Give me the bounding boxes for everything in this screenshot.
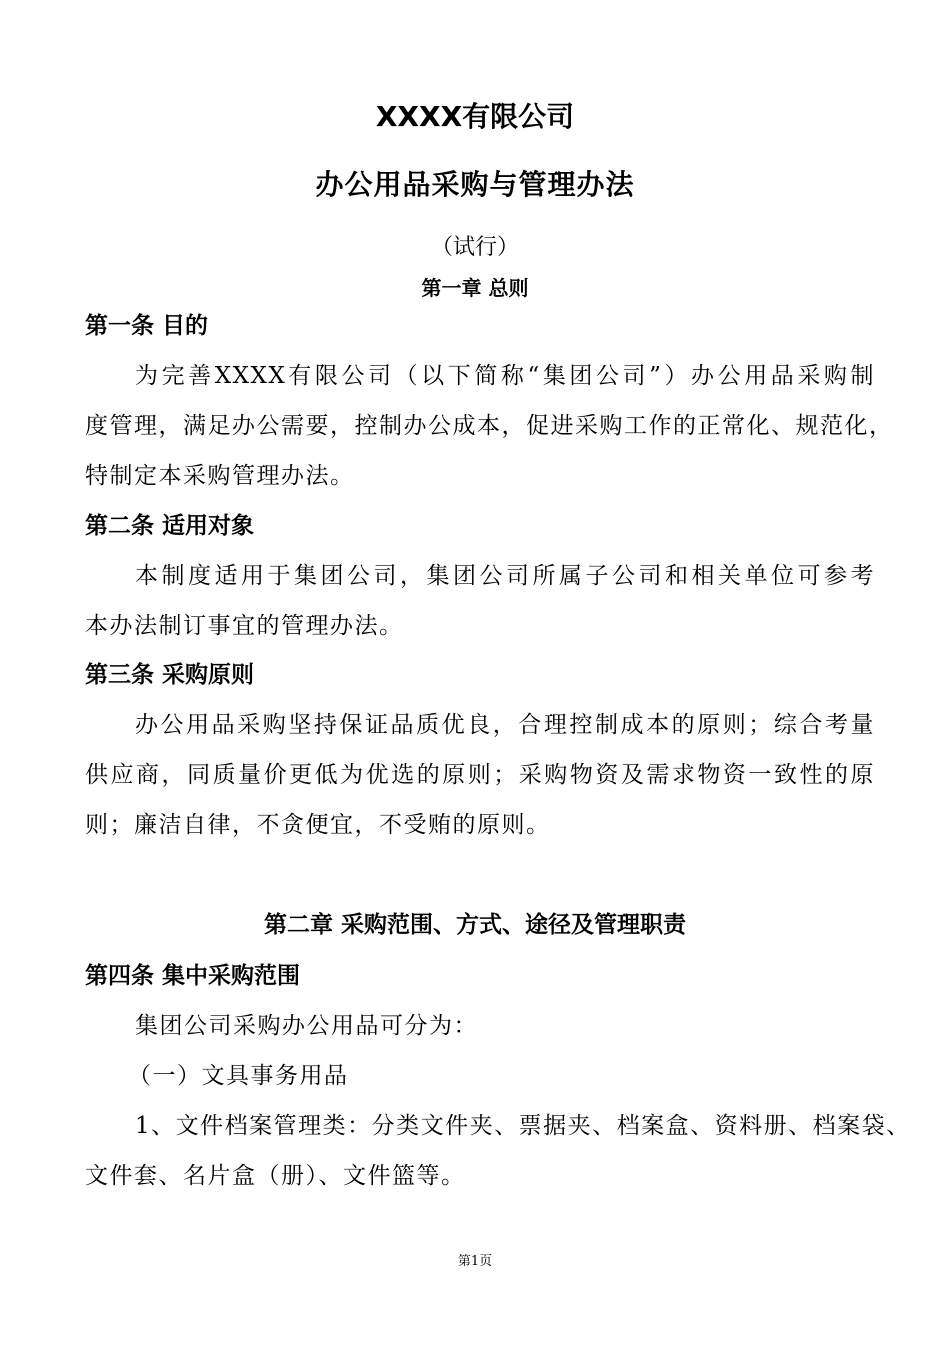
page-number: 第1页 [457,1254,493,1269]
article-4-line-2: （一）文具事务用品 [128,1063,349,1089]
article-1-line-2: 度管理，满足办公需要，控制办公成本，促进采购工作的正常化、规范化， [85,413,894,439]
chapter-1-title: 第一章 总则 [421,276,529,300]
document-title: 办公用品采购与管理办法 [315,168,635,201]
article-2-line-2: 本办法制订事宜的管理办法。 [85,613,404,639]
article-1-line-3: 特制定本采购管理办法。 [85,463,355,489]
chapter-2-title: 第二章 采购范围、方式、途径及管理职责 [263,912,686,938]
article-3-line-1: 办公用品采购坚持保证品质优良，合理控制成本的原则；综合考量 [135,712,875,738]
article-1-line-1: 为完善XXXX有限公司（以下简称“集团公司”）办公用品采购制 [135,363,875,389]
article-4-line-4: 文件套、名片盒（册）、文件篮等。 [85,1163,466,1189]
article-4-line-3: 1、文件档案管理类：分类文件夹、票据夹、档案盒、资料册、档案袋、 [135,1113,911,1139]
article-3-heading: 第三条 采购原则 [85,662,255,688]
article-4-heading: 第四条 集中采购范围 [85,963,301,989]
article-3-line-3: 则；廉洁自律，不贪便宜，不受贿的原则。 [85,812,551,838]
article-2-heading: 第二条 适用对象 [85,513,255,539]
company-title: XXXX有限公司 [375,100,575,133]
article-1-heading: 第一条 目的 [85,313,209,339]
article-4-line-1: 集团公司采购办公用品可分为： [135,1013,478,1039]
trial-subtitle: （试行） [430,235,519,260]
article-3-line-2: 供应商，同质量价更低为优选的原则；采购物资及需求物资一致性的原 [85,762,875,788]
article-2-line-1: 本制度适用于集团公司，集团公司所属子公司和相关单位可参考 [135,563,875,589]
